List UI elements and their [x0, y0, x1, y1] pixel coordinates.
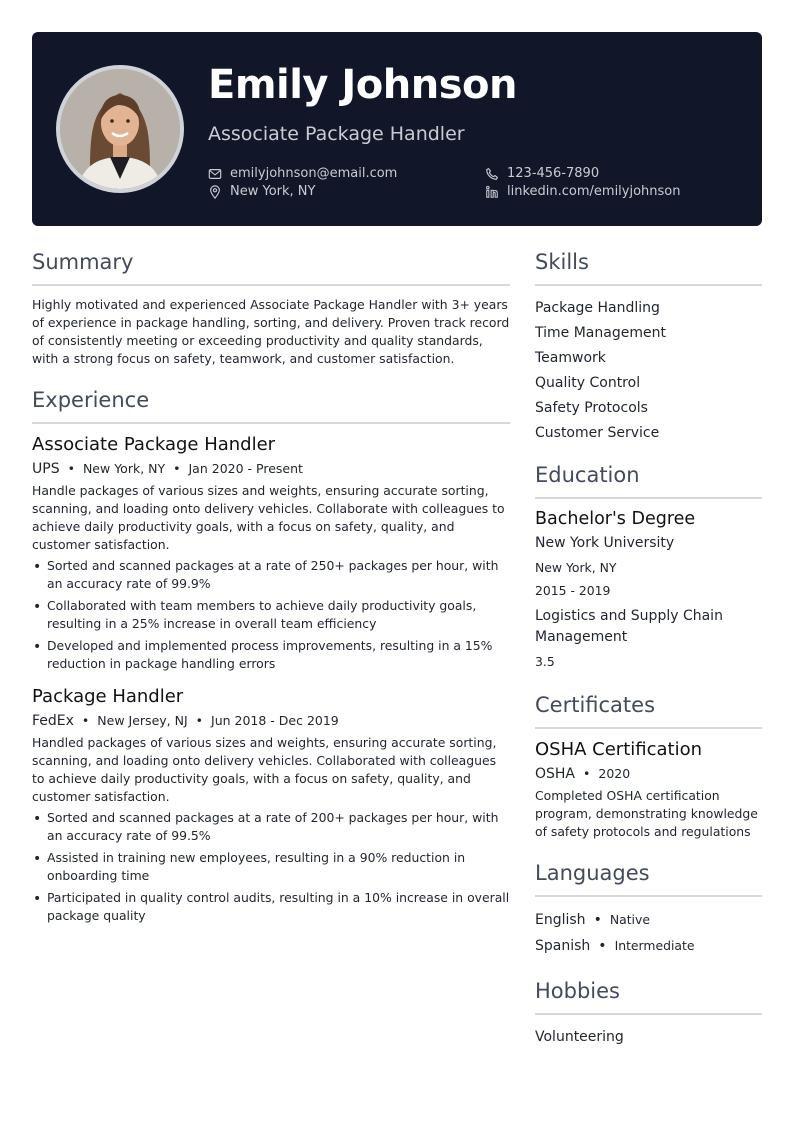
skill-item: Customer Service — [535, 425, 660, 441]
list-item: • Sorted and scanned packages at a rate of 250+ packages per hour, with an accuracy rate of 99.9% — [32, 557, 510, 593]
location-contact — [208, 184, 315, 199]
location-text: New York, NY — [230, 184, 316, 199]
certificate-entry — [535, 739, 762, 841]
hobbies-heading: Hobbies — [535, 979, 762, 1015]
mail-icon — [208, 167, 222, 181]
email-contact[interactable] — [208, 166, 397, 181]
job-location: New Jersey, NJ — [97, 713, 188, 728]
skills-heading: Skills — [535, 250, 762, 286]
skill-item: Quality Control — [535, 375, 641, 391]
experience-heading: Experience — [32, 388, 510, 424]
job-entry-2 — [32, 686, 510, 925]
education-entry — [535, 509, 762, 669]
list-item: • Participated in quality control audits, resulting in a 10% increase in overall package quality — [32, 889, 510, 925]
skill-item: Package Handling — [535, 300, 660, 316]
phone-contact[interactable] — [485, 166, 599, 181]
job-entry-1 — [32, 434, 510, 673]
skill-item: Safety Protocols — [535, 400, 648, 416]
language-level: Native — [609, 912, 650, 927]
skill-item: Teamwork — [535, 350, 606, 366]
linkedin-icon — [485, 185, 499, 199]
list-item: • Sorted and scanned packages at a rate of 200+ packages per hour, with an accuracy rate of 99.5% — [32, 809, 510, 845]
job-dates: Jan 2020 - Present — [188, 461, 303, 476]
education-school: New York University — [535, 535, 675, 551]
certificate-description: Completed OSHA certification program, demonstrating knowledge of safety protocols and regulations — [535, 788, 758, 839]
job-description: Handle packages of various sizes and weights, ensuring accurate sorting, scanning, and loading onto delivery vehicles. Collaborate with colleagues to achieve daily productivity goals, with a focus on safety, quality, and customer satisfaction. — [32, 483, 505, 552]
candidate-name: Emily Johnson — [208, 62, 518, 108]
language-item: English • Native — [535, 912, 650, 928]
list-item: • Assisted in training new employees, resulting in a 90% reduction in onboarding time — [32, 849, 510, 885]
certificate-year: 2020 — [598, 766, 631, 781]
job-dates: Jun 2018 - Dec 2019 — [211, 713, 339, 728]
hobby-item: Volunteering — [535, 1029, 624, 1045]
language-item: Spanish • Intermediate — [535, 938, 695, 954]
languages-list — [535, 907, 762, 959]
language-name: Spanish — [535, 938, 591, 954]
job-description: Handled packages of various sizes and weights, ensuring accurate sorting, scanning, and loading onto delivery vehicles. Collaborated with colleagues to achieve daily productivity goals, with a focus on safety, quality, and customer satisfaction. — [32, 735, 497, 804]
job-company: FedEx — [32, 713, 74, 729]
certificates-heading: Certificates — [535, 693, 762, 729]
certificate-meta: OSHA • 2020 — [535, 766, 631, 782]
profile-photo-illustration — [60, 69, 180, 189]
education-heading: Education — [535, 463, 762, 499]
skills-list — [535, 296, 762, 446]
skill-item: Time Management — [535, 325, 666, 341]
summary-text: Highly motivated and experienced Associate Package Handler with 3+ years of experience in package handling, sorting, and delivery. Proven track record of consistently meeting or exceeding productivity and quality standards, with a strong focus on safety, teamwork, and customer satisfaction. — [32, 297, 510, 366]
education-dates: 2015 - 2019 — [535, 583, 611, 598]
location-pin-icon — [208, 185, 222, 199]
education-location: New York, NY — [535, 560, 617, 575]
job-company: UPS — [32, 461, 60, 477]
main-column — [32, 250, 510, 929]
job-title: Package Handler — [32, 686, 184, 707]
language-level: Intermediate — [614, 938, 695, 953]
education-field: Logistics and Supply Chain Management — [535, 608, 723, 645]
resume-header — [32, 32, 762, 226]
education-gpa: 3.5 — [535, 654, 555, 669]
sidebar-column — [535, 250, 762, 1050]
phone-text[interactable]: 123-456-7890 — [507, 166, 600, 181]
hobbies-list — [535, 1025, 762, 1050]
list-item: • Developed and implemented process improvements, resulting in a 15% reduction in package handling errors — [32, 637, 510, 673]
certificate-issuer: OSHA — [535, 766, 576, 782]
list-item: • Collaborated with team members to achieve daily productivity goals, resulting in a 25% increase in overall team efficiency — [32, 597, 510, 633]
language-name: English — [535, 912, 586, 928]
job-meta: UPS • New York, NY • Jan 2020 - Present — [32, 461, 303, 477]
job-meta: FedEx • New Jersey, NJ • Jun 2018 - Dec 2019 — [32, 713, 339, 729]
certificate-name: OSHA Certification — [535, 739, 703, 760]
job-title: Associate Package Handler — [32, 434, 276, 455]
job-location: New York, NY — [82, 461, 166, 476]
profile-photo — [56, 65, 184, 193]
linkedin-text[interactable]: linkedin.com/emilyjohnson — [507, 184, 681, 199]
education-degree: Bachelor's Degree — [535, 509, 696, 529]
job-achievements — [32, 557, 510, 673]
phone-icon — [485, 167, 499, 181]
languages-heading: Languages — [535, 861, 762, 897]
candidate-title: Associate Package Handler — [208, 123, 465, 145]
email-text[interactable]: emilyjohnson@email.com — [230, 166, 398, 181]
linkedin-contact[interactable] — [485, 184, 681, 199]
job-achievements — [32, 809, 510, 925]
summary-heading: Summary — [32, 250, 510, 286]
